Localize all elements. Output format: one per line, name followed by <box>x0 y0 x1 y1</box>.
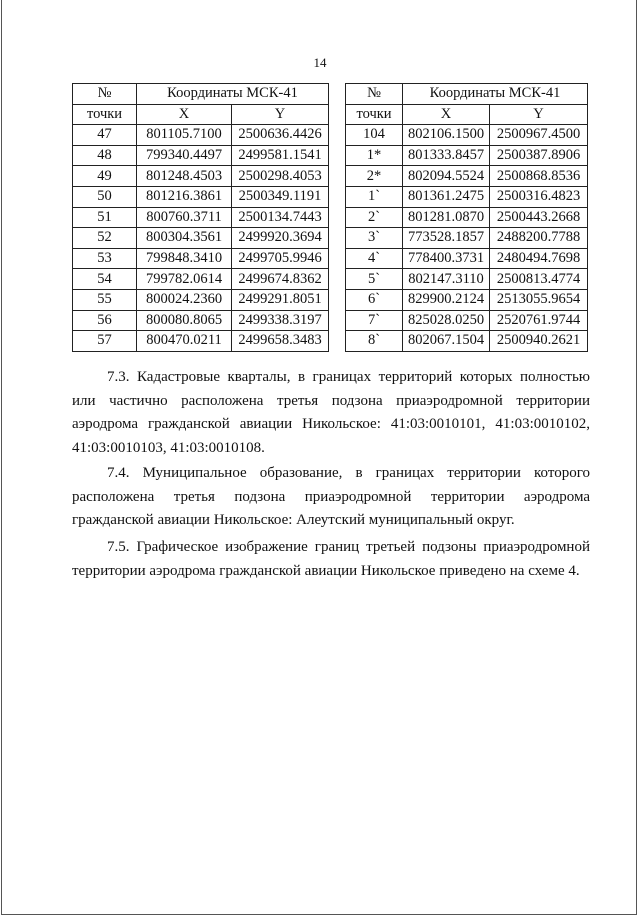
header-no: № <box>346 84 403 105</box>
cell-x: 800470.0211 <box>137 331 232 352</box>
cell-x: 778400.3731 <box>403 248 490 269</box>
table-row <box>73 186 329 207</box>
header-y: Y <box>490 104 588 125</box>
cell-x: 799340.4497 <box>137 145 232 166</box>
table-row <box>73 125 329 146</box>
cell-y: 2500387.8906 <box>490 145 588 166</box>
cell-x: 801216.3861 <box>137 186 232 207</box>
table-row <box>346 207 588 228</box>
cell-y: 2499338.3197 <box>232 310 329 331</box>
header-no: № <box>73 84 137 105</box>
cell-no: 4` <box>346 248 403 269</box>
table-row <box>346 125 588 146</box>
cell-x: 799848.3410 <box>137 248 232 269</box>
header-coords: Координаты МСК-41 <box>403 84 588 105</box>
header-x: X <box>137 104 232 125</box>
table-row <box>73 331 329 352</box>
paragraph-text: 7.4. Муниципальное образование, в границах территории которого расположена третья подзона приаэродромной территории аэродрома гражданской авиации Никольское: Алеутский муниципальный округ. <box>72 465 590 528</box>
table-row <box>346 269 588 290</box>
table-row <box>73 207 329 228</box>
table-row <box>346 331 588 352</box>
cell-y: 2499920.3694 <box>232 228 329 249</box>
cell-no: 48 <box>73 145 137 166</box>
cell-y: 2500813.4774 <box>490 269 588 290</box>
table-row <box>73 248 329 269</box>
cell-no: 54 <box>73 269 137 290</box>
paragraph-cadastral-quarters <box>72 366 590 460</box>
table-row <box>73 166 329 187</box>
cell-y: 2520761.9744 <box>490 310 588 331</box>
paragraph-text: 7.5. Графическое изображение границ третьей подзоны приаэродромной территории аэродрома гражданской авиации Никольское приведено на схеме 4. <box>72 539 590 579</box>
cell-x: 800080.8065 <box>137 310 232 331</box>
header-point: точки <box>73 104 137 125</box>
cell-y: 2499705.9946 <box>232 248 329 269</box>
cell-x: 825028.0250 <box>403 310 490 331</box>
cell-y: 2500868.8536 <box>490 166 588 187</box>
cell-no: 2` <box>346 207 403 228</box>
cell-y: 2500967.4500 <box>490 125 588 146</box>
cell-no: 3` <box>346 228 403 249</box>
cell-y: 2500316.4823 <box>490 186 588 207</box>
cell-x: 802106.1500 <box>403 125 490 146</box>
coordinates-table-right <box>345 83 588 352</box>
cell-no: 8` <box>346 331 403 352</box>
header-y: Y <box>232 104 329 125</box>
table-row <box>73 269 329 290</box>
cell-no: 55 <box>73 289 137 310</box>
cell-x: 799782.0614 <box>137 269 232 290</box>
cell-no: 57 <box>73 331 137 352</box>
header-x: X <box>403 104 490 125</box>
cell-y: 2513055.9654 <box>490 289 588 310</box>
cell-y: 2499581.1541 <box>232 145 329 166</box>
cell-y: 2499291.8051 <box>232 289 329 310</box>
table-row <box>346 166 588 187</box>
table-row <box>346 228 588 249</box>
cell-y: 2500349.1191 <box>232 186 329 207</box>
cell-y: 2500298.4053 <box>232 166 329 187</box>
page-number: 14 <box>313 55 327 70</box>
cell-x: 773528.1857 <box>403 228 490 249</box>
cell-x: 801333.8457 <box>403 145 490 166</box>
header-coords: Координаты МСК-41 <box>137 84 329 105</box>
table-row <box>73 289 329 310</box>
table-row <box>73 145 329 166</box>
cell-no: 49 <box>73 166 137 187</box>
cell-no: 53 <box>73 248 137 269</box>
cell-no: 52 <box>73 228 137 249</box>
paragraph-municipality <box>72 462 590 533</box>
cell-y: 2488200.7788 <box>490 228 588 249</box>
cell-no: 1` <box>346 186 403 207</box>
cell-y: 2500134.7443 <box>232 207 329 228</box>
cell-x: 801281.0870 <box>403 207 490 228</box>
paragraph-text: 7.3. Кадастровые кварталы, в границах территорий которых полностью или частично расположена третья подзона приаэродромной территории аэродрома гражданской авиации Никольское: 41:03:0010101, 41:03:0010102, 41:03:0010103, 41:03:0010108. <box>72 369 590 456</box>
cell-no: 5` <box>346 269 403 290</box>
cell-no: 2* <box>346 166 403 187</box>
cell-x: 801105.7100 <box>137 125 232 146</box>
cell-y: 2499674.8362 <box>232 269 329 290</box>
table-row <box>346 186 588 207</box>
table-row <box>346 248 588 269</box>
cell-no: 104 <box>346 125 403 146</box>
header-point: точки <box>346 104 403 125</box>
cell-x: 802094.5524 <box>403 166 490 187</box>
cell-x: 801361.2475 <box>403 186 490 207</box>
cell-y: 2500636.4426 <box>232 125 329 146</box>
cell-no: 50 <box>73 186 137 207</box>
cell-no: 7` <box>346 310 403 331</box>
cell-x: 800304.3561 <box>137 228 232 249</box>
cell-x: 801248.4503 <box>137 166 232 187</box>
table-row <box>346 310 588 331</box>
table-row <box>73 228 329 249</box>
cell-y: 2500940.2621 <box>490 331 588 352</box>
cell-y: 2500443.2668 <box>490 207 588 228</box>
paragraph-graphic-scheme <box>72 536 590 583</box>
cell-x: 829900.2124 <box>403 289 490 310</box>
cell-no: 51 <box>73 207 137 228</box>
cell-x: 802067.1504 <box>403 331 490 352</box>
coordinates-table-left <box>72 83 329 352</box>
cell-x: 800760.3711 <box>137 207 232 228</box>
table-row <box>346 145 588 166</box>
cell-no: 56 <box>73 310 137 331</box>
cell-y: 2499658.3483 <box>232 331 329 352</box>
table-row <box>73 310 329 331</box>
cell-no: 1* <box>346 145 403 166</box>
cell-x: 800024.2360 <box>137 289 232 310</box>
cell-no: 47 <box>73 125 137 146</box>
table-row <box>346 289 588 310</box>
cell-y: 2480494.7698 <box>490 248 588 269</box>
cell-x: 802147.3110 <box>403 269 490 290</box>
cell-no: 6` <box>346 289 403 310</box>
